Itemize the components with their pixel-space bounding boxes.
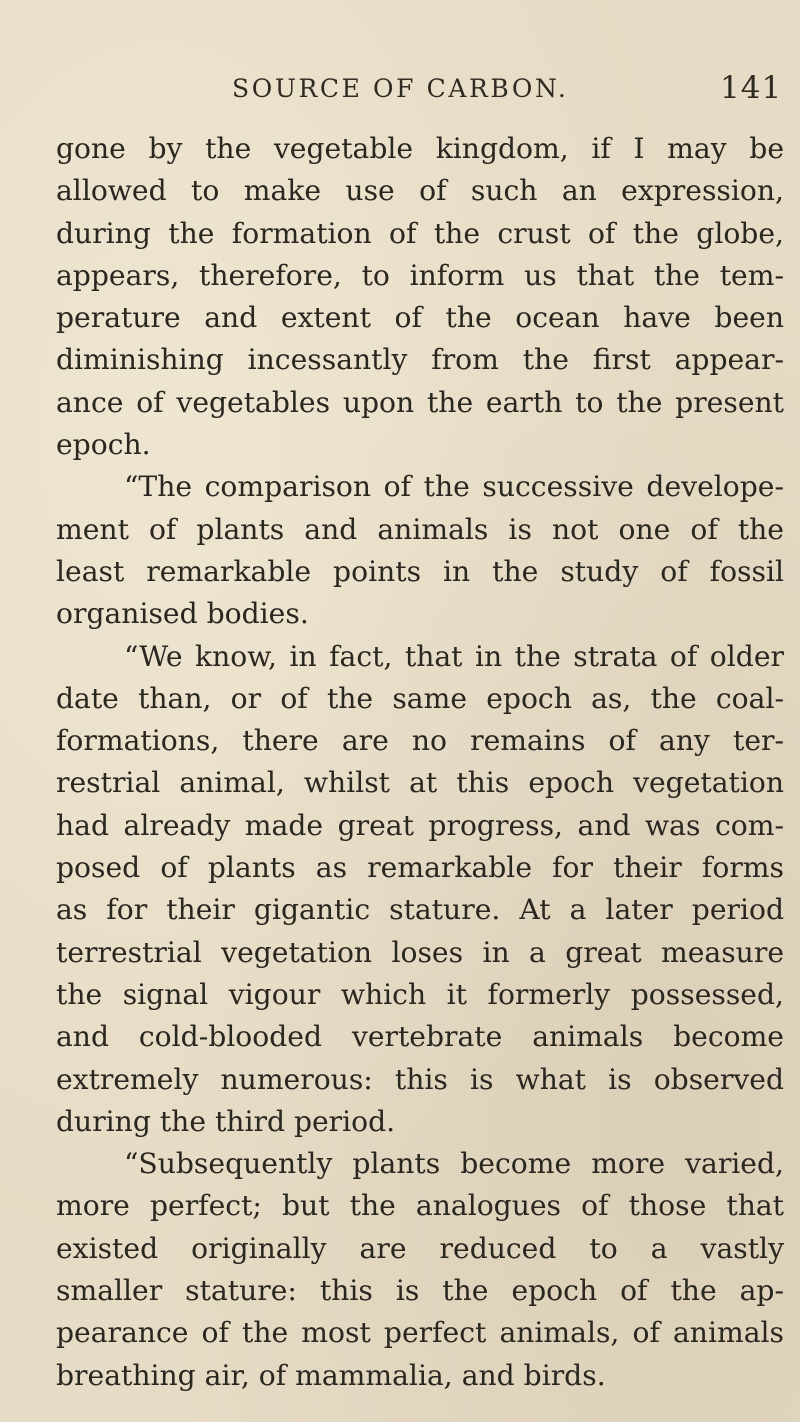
text-line: formations, there are no remains of any ter- xyxy=(56,724,784,758)
text-line: existed originally are reduced to a vastly xyxy=(56,1231,784,1265)
text-line: terrestrial vegetation loses in a great measure xyxy=(56,935,784,969)
text-line: “The comparison of the successive develope- xyxy=(124,470,784,504)
text-line: during the third period. xyxy=(56,1104,396,1138)
text-line: “We know, in fact, that in the strata of older xyxy=(124,639,784,673)
text-line: and cold-blooded vertebrate animals become xyxy=(56,1020,784,1054)
text-line: breathing air, of mammalia, and birds. xyxy=(56,1358,606,1392)
text-line: the signal vigour which it formerly possessed, xyxy=(56,977,784,1011)
text-line: “Subsequently plants become more varied, xyxy=(124,1147,784,1181)
running-title: SOURCE OF CARBON. xyxy=(232,74,569,103)
text-line: as for their gigantic stature. At a later period xyxy=(56,893,784,927)
text-line: epoch. xyxy=(56,428,151,462)
text-line: diminishing incessantly from the first appear- xyxy=(56,343,784,377)
text-line: extremely numerous: this is what is observed xyxy=(56,1062,784,1096)
text-line: gone by the vegetable kingdom, if I may be xyxy=(56,132,784,165)
text-line: restrial animal, whilst at this epoch vegetation xyxy=(56,766,784,800)
text-line: least remarkable points in the study of fossil xyxy=(56,554,784,588)
text-line: ance of vegetables upon the earth to the present xyxy=(56,385,784,419)
body-text xyxy=(56,128,784,1397)
text-line: during the formation of the crust of the globe, xyxy=(56,216,784,250)
running-head xyxy=(0,70,800,114)
text-line: organised bodies. xyxy=(56,597,309,631)
text-line: appears, therefore, to inform us that the tem- xyxy=(56,258,784,292)
text-line: more perfect; but the analogues of those that xyxy=(56,1189,784,1223)
text-line: allowed to make use of such an expression, xyxy=(56,174,784,208)
text-line: perature and extent of the ocean have been xyxy=(56,301,784,335)
text-line: date than, or of the same epoch as, the coal- xyxy=(56,681,784,715)
page-number: 141 xyxy=(720,70,783,106)
text-line: ment of plants and animals is not one of the xyxy=(56,512,784,546)
text-line: smaller stature: this is the epoch of the ap- xyxy=(56,1274,784,1308)
text-line: had already made great progress, and was com- xyxy=(56,808,784,842)
text-line: pearance of the most perfect animals, of animals xyxy=(56,1316,784,1350)
text-line: posed of plants as remarkable for their forms xyxy=(56,851,784,885)
